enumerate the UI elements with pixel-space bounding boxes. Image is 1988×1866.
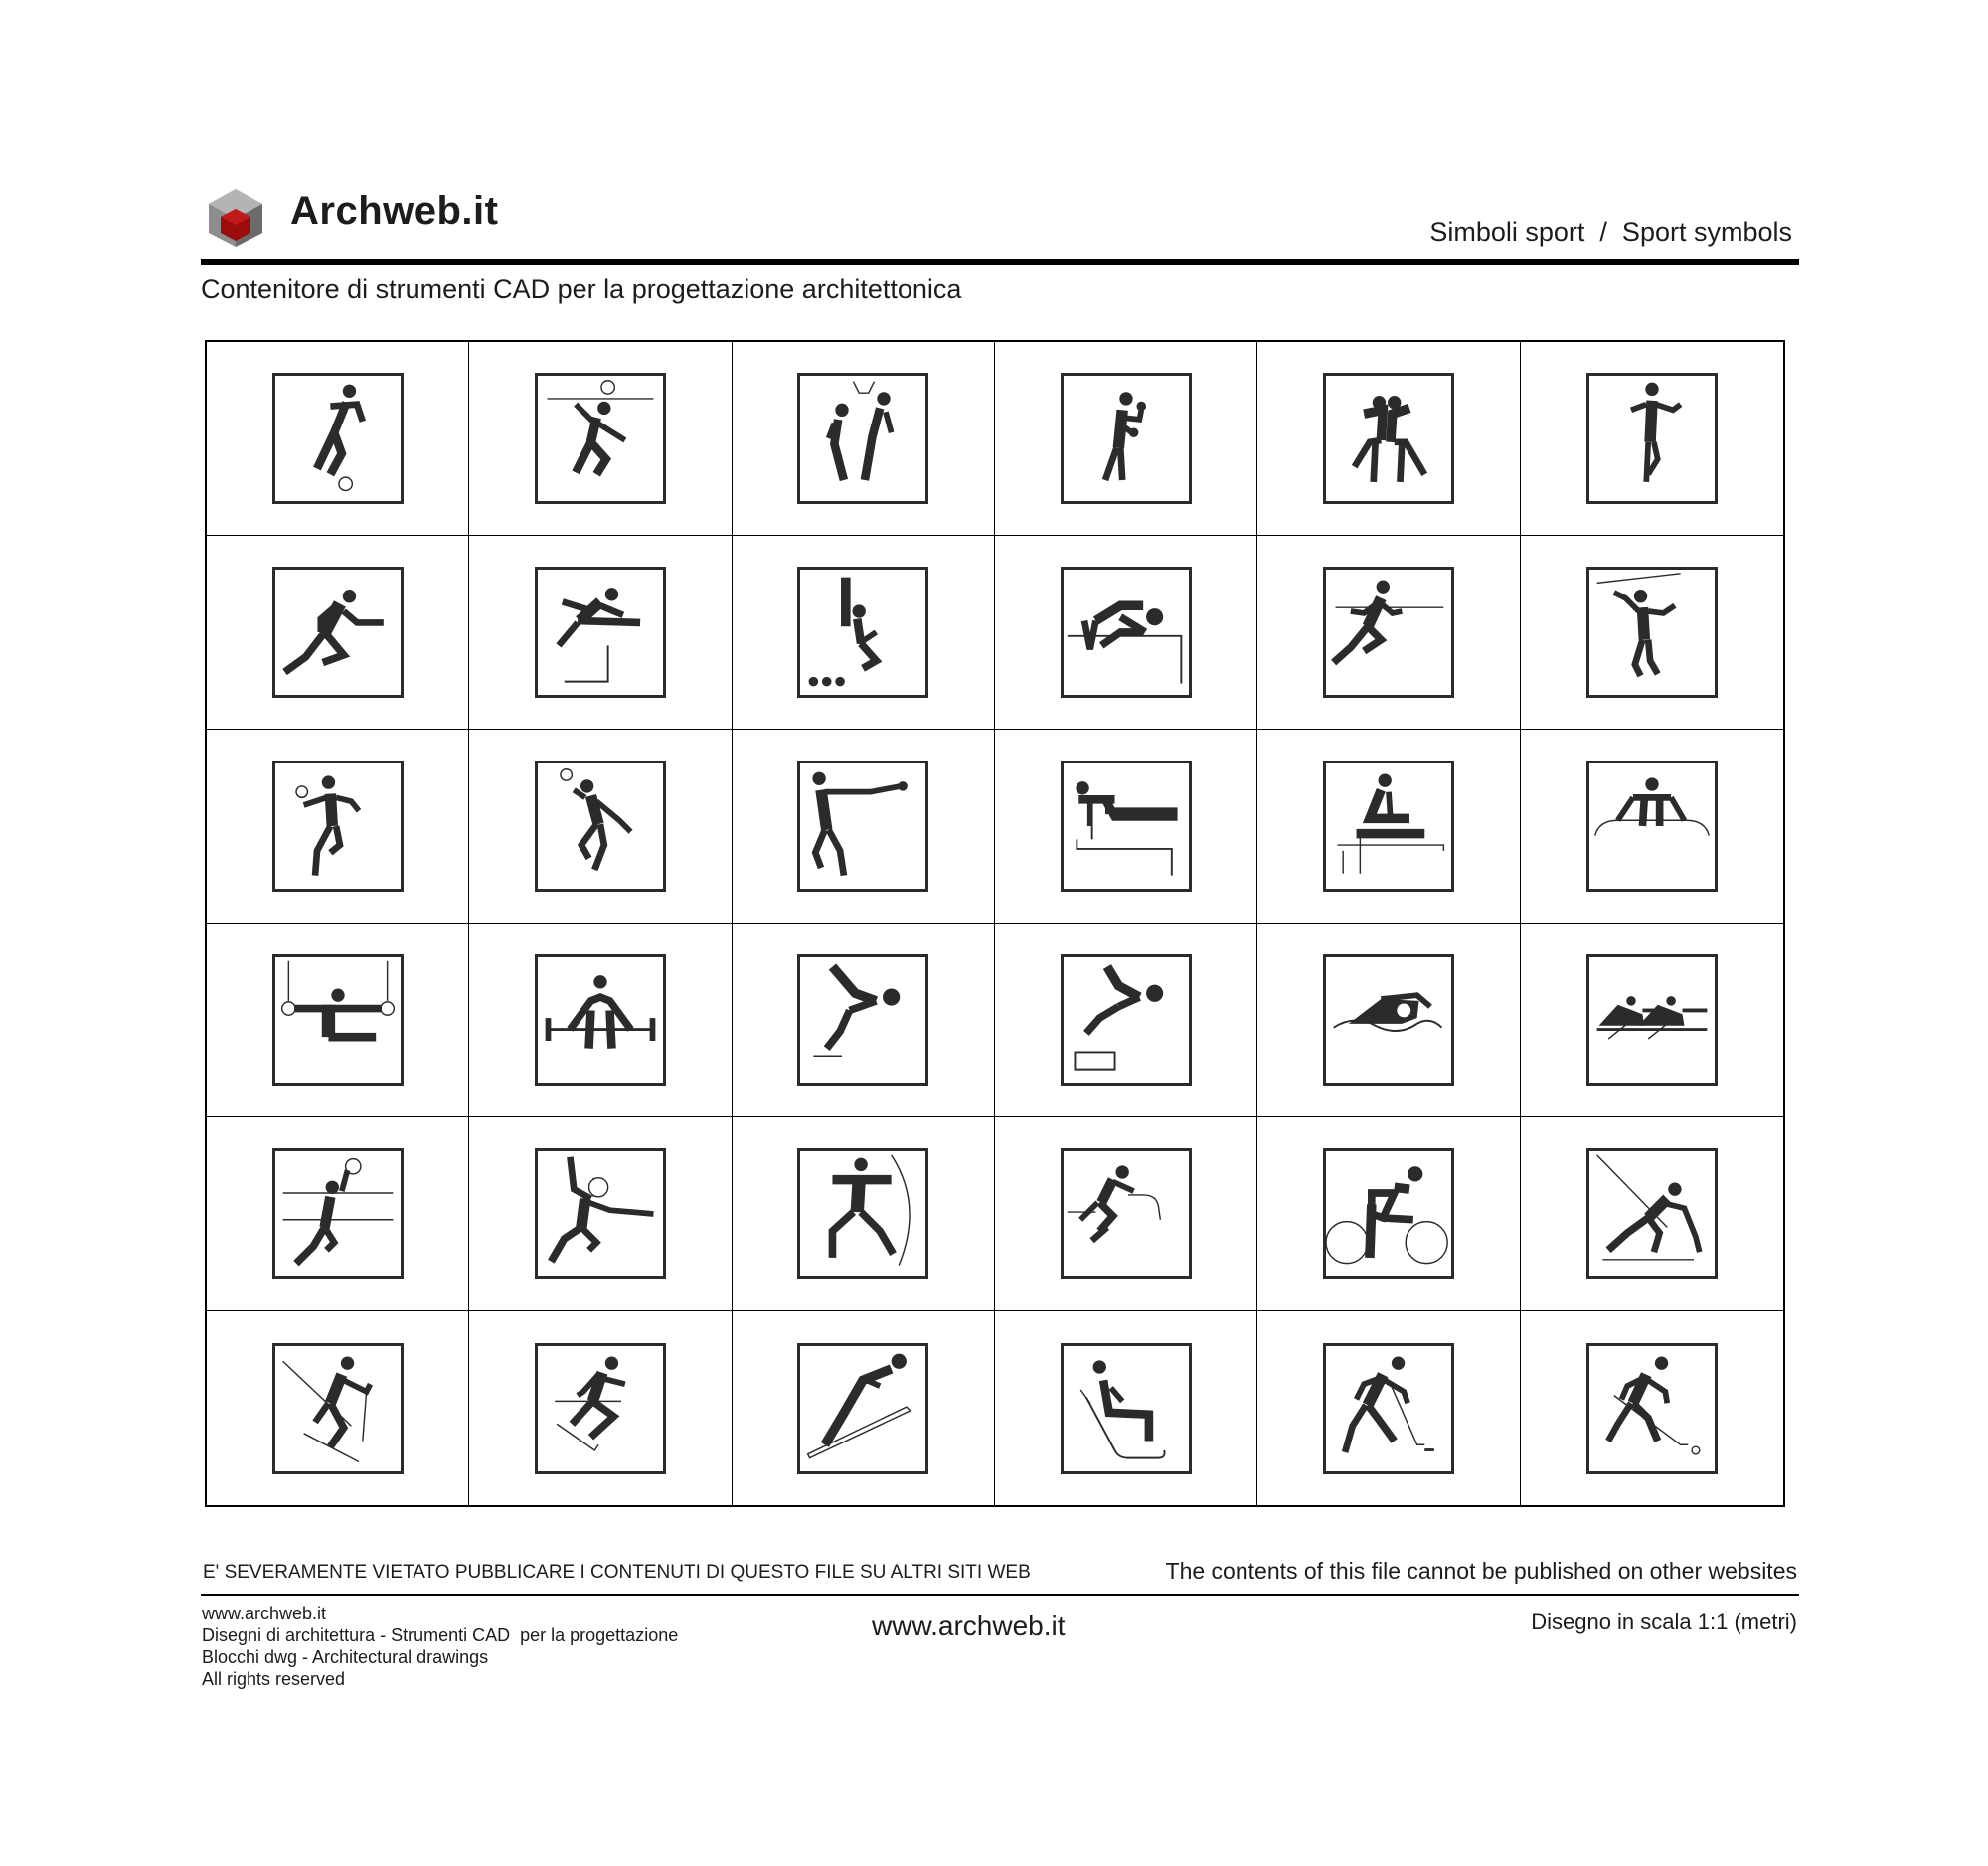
symbol-cell <box>1521 342 1783 536</box>
symbol-cell <box>1521 1311 1783 1505</box>
symbol-cell <box>207 342 469 536</box>
footer-credits <box>202 1603 678 1690</box>
fencing-icon <box>535 1148 666 1279</box>
symbol-cell <box>995 342 1257 536</box>
symbol-cell <box>1521 924 1783 1117</box>
symbol-cell <box>733 1117 995 1311</box>
walking-icon <box>1586 373 1718 504</box>
warning-english: The contents of this file cannot be published on other websites <box>1165 1558 1797 1584</box>
symbol-cell <box>995 1117 1257 1311</box>
football-icon <box>272 373 404 504</box>
volleyball-spike-icon <box>272 1148 404 1279</box>
symbol-cell <box>995 730 1257 924</box>
hammer-throw-icon <box>797 761 928 892</box>
pommel-horse-icon <box>1061 761 1192 892</box>
balance-beam-icon <box>1323 761 1454 892</box>
weightlifting-icon <box>535 954 666 1086</box>
ice-hockey-icon <box>1323 1343 1454 1474</box>
page-subtitle: Contenitore di strumenti CAD per la progettazione architettonica <box>201 274 962 304</box>
symbol-cell <box>1257 730 1520 924</box>
diving-icon <box>797 954 928 1086</box>
high-jump-icon <box>1061 567 1192 698</box>
symbol-cell <box>1257 924 1520 1117</box>
triple-jump-icon <box>797 567 928 698</box>
field-hockey-icon <box>1586 1343 1718 1474</box>
rowing-icon <box>1586 954 1718 1086</box>
shot-put-icon <box>272 761 404 892</box>
javelin-icon <box>1586 567 1718 698</box>
symbol-cell <box>469 342 732 536</box>
footer-scale: Disegno in scala 1:1 (metri) <box>1531 1610 1797 1634</box>
symbol-cell <box>1257 1117 1520 1311</box>
rings-icon <box>272 954 404 1086</box>
parallel-bars-icon <box>1586 761 1718 892</box>
slalom-icon <box>535 1343 666 1474</box>
springboard-diving-icon <box>1061 954 1192 1086</box>
footer-line: Blocchi dwg - Architectural drawings <box>202 1647 489 1667</box>
symbol-cell <box>469 1311 732 1505</box>
symbol-cell <box>207 730 469 924</box>
symbol-cell <box>733 924 995 1117</box>
symbol-cell <box>1257 536 1520 730</box>
symbol-cell <box>207 1117 469 1311</box>
boxing-icon <box>1061 373 1192 504</box>
footer-line: All rights reserved <box>202 1669 346 1689</box>
symbol-cell <box>469 730 732 924</box>
swimming-icon <box>1323 954 1454 1086</box>
basketball-icon <box>797 373 928 504</box>
symbol-cell <box>469 536 732 730</box>
running-icon <box>272 567 404 698</box>
symbol-cell <box>1257 342 1520 536</box>
ski-jump-icon <box>797 1343 928 1474</box>
header-rule <box>201 259 1799 265</box>
symbol-cell <box>207 536 469 730</box>
page-title: Simboli sport / Sport symbols <box>1429 217 1792 247</box>
symbol-cell <box>733 342 995 536</box>
cross-country-ski-icon <box>1586 1148 1718 1279</box>
symbol-cell <box>1521 730 1783 924</box>
footer-line: www.archweb.it <box>202 1604 327 1623</box>
alpine-ski-icon <box>272 1343 404 1474</box>
symbol-cell <box>469 924 732 1117</box>
warning-italian: E' SEVERAMENTE VIETATO PUBBLICARE I CONTENUTI DI QUESTO FILE SU ALTRI SITI WEB <box>203 1562 1031 1583</box>
cycling-icon <box>1323 1148 1454 1279</box>
bobsleigh-icon <box>1061 1343 1192 1474</box>
symbol-cell <box>207 924 469 1117</box>
brand-name: Archweb.it <box>290 189 499 233</box>
footer-line: Disegni di architettura - Strumenti CAD per la progettazione <box>202 1625 679 1645</box>
equestrian-icon <box>1061 1148 1192 1279</box>
footer-rule <box>201 1594 1799 1596</box>
symbol-cell <box>733 536 995 730</box>
symbol-cell <box>733 730 995 924</box>
hurdles-icon <box>535 567 666 698</box>
discus-icon <box>535 761 666 892</box>
wrestling-icon <box>1323 373 1454 504</box>
symbol-grid <box>205 340 1785 1507</box>
archery-icon <box>797 1148 928 1279</box>
long-jump-icon <box>1323 567 1454 698</box>
footer-website: www.archweb.it <box>872 1611 1066 1641</box>
symbol-cell <box>207 1311 469 1505</box>
symbol-cell <box>995 536 1257 730</box>
symbol-cell <box>1521 1117 1783 1311</box>
symbol-cell <box>469 1117 732 1311</box>
symbol-cell <box>1521 536 1783 730</box>
symbol-cell <box>1257 1311 1520 1505</box>
archweb-logo <box>205 187 266 249</box>
symbol-cell <box>995 924 1257 1117</box>
symbol-cell <box>733 1311 995 1505</box>
symbol-cell <box>995 1311 1257 1505</box>
volleyball-icon <box>535 373 666 504</box>
